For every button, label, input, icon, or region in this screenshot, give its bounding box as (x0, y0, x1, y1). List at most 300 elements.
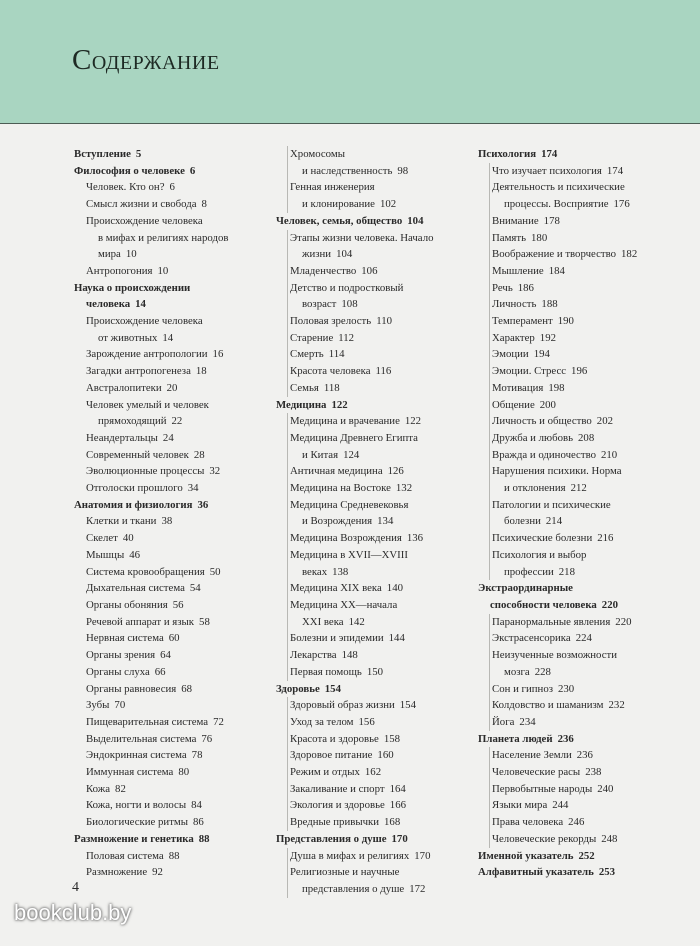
toc-entry-title: и клонирование (302, 198, 375, 211)
toc-entry-line (86, 447, 270, 464)
toc-entry-line (86, 179, 270, 196)
toc-entry-title: Система кровообращения (86, 565, 205, 578)
toc-page-number: 38 (161, 515, 173, 528)
toc-page-number: 104 (336, 248, 353, 261)
toc-page-number: 182 (621, 248, 638, 261)
toc-entry-line (290, 263, 472, 280)
toc-page-number: 160 (377, 749, 394, 762)
toc-entry-title: Зарождение антропологии (86, 348, 208, 361)
toc-entry (489, 397, 678, 414)
toc-page-number: 214 (545, 515, 563, 528)
toc-entry-line (492, 363, 678, 380)
toc-page-number: 84 (191, 799, 202, 812)
page-number: 4 (72, 880, 79, 895)
toc-page-number: 60 (168, 632, 180, 645)
toc-entry-title: и Китая (302, 448, 339, 461)
toc-page-number: 116 (375, 365, 392, 378)
toc-entry-line (492, 764, 678, 781)
toc-entry-line (290, 313, 472, 330)
toc-entry-line (276, 213, 472, 230)
toc-entry (489, 363, 678, 380)
toc-page-number: 108 (341, 298, 358, 311)
toc-entry-line (492, 697, 678, 714)
toc-entry-line (290, 480, 472, 497)
toc-entry-title: Воображение и творчество (492, 248, 617, 261)
toc-entry-title: Органы обоняния (86, 598, 168, 611)
toc-section-entry (276, 397, 472, 414)
toc-entry (287, 764, 472, 781)
toc-entry-title: Семья (290, 381, 319, 394)
toc-entry-line (290, 380, 472, 397)
toc-entry-line (86, 797, 270, 814)
toc-entry-title: профессии (504, 565, 554, 578)
toc-entry-line (290, 731, 472, 748)
toc-page-number: 124 (343, 448, 360, 461)
toc-page-number: 178 (543, 214, 560, 227)
toc-entry-title: Эмоции (492, 348, 529, 361)
toc-page-number: 184 (548, 264, 565, 277)
toc-entry (86, 764, 270, 781)
toc-page-number: 86 (193, 816, 204, 829)
toc-entry (489, 764, 678, 781)
toc-entry (489, 814, 678, 831)
toc-entry (287, 363, 472, 380)
toc-entry-title: Планета людей (478, 732, 553, 745)
toc-entry-line (86, 747, 270, 764)
toc-entry (287, 330, 472, 347)
toc-entry-line (492, 530, 678, 547)
toc-entry-title: Психические болезни (492, 532, 593, 545)
toc-entry (489, 697, 678, 714)
toc-page-number: 22 (171, 415, 183, 428)
toc-page-number: 253 (598, 866, 616, 879)
toc-entry-title: Эндокринная система (86, 749, 187, 762)
toc-page-number: 148 (341, 649, 358, 662)
toc-entry (489, 797, 678, 814)
toc-page-number: 210 (601, 448, 618, 461)
toc-page-number: 236 (576, 749, 593, 762)
toc-entry-line (492, 814, 678, 831)
toc-entry-line (86, 263, 270, 280)
toc-entry-line (290, 146, 472, 163)
toc-entry-line (492, 213, 678, 230)
toc-entry-title: веках (302, 565, 328, 578)
toc-page-number: 76 (201, 732, 213, 745)
toc-entry-line (492, 230, 678, 247)
toc-page-number: 156 (358, 715, 375, 728)
toc-entry (287, 731, 472, 748)
toc-page-number: 50 (209, 565, 221, 578)
toc-entry-line (492, 280, 678, 297)
toc-entry-line (86, 564, 270, 581)
toc-entry-title: Экстраординарные (478, 582, 573, 595)
toc-entry (287, 664, 472, 681)
toc-entry-title: Вступление (74, 148, 131, 160)
toc-entry-line (290, 296, 472, 313)
toc-entry-title: Медицина Средневековья (290, 498, 409, 511)
toc-entry-title: Неандертальцы (86, 431, 158, 444)
watermark: bookclub.by (14, 900, 132, 925)
toc-entry-line (492, 246, 678, 263)
toc-page-number: 88 (198, 832, 210, 845)
toc-entry-line (86, 397, 270, 414)
toc-entry-title: Внимание (492, 214, 539, 227)
toc-entry (86, 747, 270, 764)
toc-entry-line (290, 597, 472, 614)
toc-entry-title: Скелет (86, 532, 118, 545)
toc-page-number: 202 (596, 415, 613, 428)
toc-entry (287, 146, 472, 179)
toc-entry-line (492, 380, 678, 397)
toc-entry-title: Представления о душе (276, 832, 387, 845)
toc-entry (86, 647, 270, 664)
toc-entry (489, 747, 678, 764)
toc-entry-line (74, 163, 270, 180)
toc-entry (86, 313, 270, 346)
toc-page-number: 234 (519, 715, 536, 728)
toc-page-number: 162 (364, 766, 382, 779)
toc-section-entry (276, 831, 472, 848)
toc-entry (86, 430, 270, 447)
toc-entry (86, 714, 270, 731)
toc-page-number: 168 (384, 816, 401, 829)
toc-page-number: 230 (557, 682, 575, 695)
toc-entry-line (478, 848, 678, 865)
toc-entry-line (86, 630, 270, 647)
toc-entry-line (86, 413, 270, 430)
toc-entry-line (492, 831, 678, 848)
toc-entry (489, 163, 678, 180)
toc-entry (287, 530, 472, 547)
toc-entry (86, 447, 270, 464)
toc-page-number: 188 (541, 298, 558, 311)
toc-entry-title: Здоровый образ жизни (290, 699, 395, 712)
toc-entry (489, 497, 678, 530)
toc-entry-line (290, 330, 472, 347)
toc-section-entry (74, 146, 270, 163)
toc-entry-line (492, 296, 678, 313)
toc-entry-line (492, 463, 678, 480)
toc-entry-line (492, 497, 678, 514)
toc-entry-title: Пищеварительная система (86, 715, 209, 728)
toc-page-number: 180 (531, 231, 548, 244)
toc-entry (489, 263, 678, 280)
toc-section-entry (478, 580, 678, 613)
toc-entry-line (276, 681, 472, 698)
toc-entry (489, 463, 678, 496)
toc-entry-title: Хромосомы (290, 148, 345, 160)
toc-entry-line (290, 513, 472, 530)
toc-entry-title: Сон и гипноз (492, 682, 553, 695)
toc-entry-line (492, 330, 678, 347)
toc-page-number: 126 (387, 465, 404, 478)
toc-page-number: 132 (395, 482, 413, 495)
toc-entry-line (290, 614, 472, 631)
toc-entry-line (276, 397, 472, 414)
toc-page-number: 198 (548, 381, 565, 394)
toc-page-number: 190 (557, 315, 574, 328)
toc-entry (287, 747, 472, 764)
toc-section-entry (478, 731, 678, 748)
toc-entry (489, 380, 678, 397)
toc-entry-line (74, 296, 270, 313)
toc-entry-title: Что изучает психология (492, 164, 602, 177)
toc-entry-title: способности человека (490, 598, 597, 611)
toc-page-number: 170 (391, 832, 408, 845)
toc-entry-title: Паранормальные явления (492, 615, 611, 628)
toc-entry-title: Первобытные народы (492, 782, 593, 795)
toc-entry (489, 346, 678, 363)
toc-entry-line (290, 497, 472, 514)
toc-entry (86, 363, 270, 380)
toc-entry (489, 179, 678, 212)
toc-entry-title: Речь (492, 281, 513, 294)
toc-entry-line (86, 580, 270, 597)
toc-page-number: 212 (570, 482, 587, 495)
toc-entry (86, 731, 270, 748)
toc-page-number: 252 (578, 849, 595, 862)
toc-entry-title: Смысл жизни и свобода (86, 198, 197, 211)
toc-page-number: 56 (172, 598, 184, 611)
toc-entry-title: Кожа (86, 782, 111, 795)
toc-page-number: 68 (181, 682, 193, 695)
toc-entry (287, 313, 472, 330)
toc-column-1 (74, 146, 270, 881)
toc-section-entry (478, 848, 678, 865)
toc-entry-title: Медицина и врачевание (290, 415, 400, 428)
toc-entry-line (290, 881, 472, 898)
toc-entry (86, 864, 270, 881)
toc-page-number: 174 (541, 148, 558, 160)
toc-entry-line (86, 714, 270, 731)
toc-entry-line (290, 697, 472, 714)
toc-entry-title: Языки мира (492, 799, 548, 812)
toc-entry (287, 179, 472, 212)
toc-entry-title: Анатомия и физиология (74, 498, 193, 511)
toc-entry-title: человека (86, 298, 131, 311)
toc-entry (489, 547, 678, 580)
toc-entry-title: Человеческие рекорды (492, 832, 597, 845)
toc-entry (287, 797, 472, 814)
toc-entry-title: Речевой аппарат и язык (86, 615, 195, 628)
toc-entry-title: Колдовство и шаманизм (492, 699, 604, 712)
toc-entry-title: Наука о происхождении (74, 281, 191, 294)
toc-entry (86, 530, 270, 547)
toc-entry (287, 647, 472, 664)
toc-entry (86, 580, 270, 597)
page-title: Содержание (72, 44, 220, 76)
toc-entry (489, 447, 678, 464)
toc-entry (489, 230, 678, 247)
toc-section-entry (276, 213, 472, 230)
toc-section-entry (478, 146, 678, 163)
toc-entry (86, 196, 270, 213)
toc-entry-title: Лекарства (290, 649, 337, 662)
toc-entry (287, 413, 472, 430)
toc-entry-title: Красота и здоровье (290, 732, 379, 745)
toc-entry-title: Права человека (492, 816, 564, 829)
toc-entry-line (290, 747, 472, 764)
toc-entry-title: Биологические ритмы (86, 816, 189, 829)
toc-entry-line (86, 614, 270, 631)
toc-page-number: 244 (552, 799, 569, 812)
toc-entry-title: Население Земли (492, 749, 572, 762)
toc-page-number: 218 (558, 565, 575, 578)
toc-entry-line (86, 213, 270, 230)
toc-entry-line (290, 463, 472, 480)
toc-entry-title: Память (492, 231, 527, 244)
toc-entry-line (290, 196, 472, 213)
toc-page-number: 154 (399, 699, 416, 712)
toc-entry-title: Эволюционные процессы (86, 465, 205, 478)
toc-entry-title: Медицина Древнего Египта (290, 431, 418, 444)
toc-page-number: 5 (135, 148, 142, 160)
toc-entry-title: Детство и подростковый (290, 281, 404, 294)
toc-entry-title: возраст (302, 298, 337, 311)
toc-page-number: 208 (578, 431, 595, 444)
toc-entry (489, 614, 678, 631)
toc-page-number: 236 (557, 732, 574, 745)
toc-entry-title: Австралопитеки (86, 381, 162, 394)
toc-entry (489, 681, 678, 698)
toc-entry-line (290, 447, 472, 464)
toc-entry-line (86, 864, 270, 881)
toc-entry-title: Патологии и психические (492, 498, 611, 511)
toc-entry-line (86, 380, 270, 397)
toc-entry-title: Иммунная система (86, 766, 174, 779)
toc-entry-title: Человеческие расы (492, 766, 581, 779)
toc-page-number: 6 (169, 181, 175, 194)
toc-section-entry (276, 681, 472, 698)
toc-entry (489, 213, 678, 230)
toc-section-entry (478, 864, 678, 881)
toc-entry-title: Генная инженерия (290, 181, 375, 194)
toc-entry-line (492, 747, 678, 764)
toc-entry (287, 480, 472, 497)
toc-entry-line (86, 330, 270, 347)
toc-entry-title: Нарушения психики. Норма (492, 465, 622, 478)
toc-entry-title: Дружба и любовь (492, 431, 574, 444)
toc-entry-title: Вражда и одиночество (492, 448, 596, 461)
toc-entry-line (478, 580, 678, 597)
toc-entry-line (86, 697, 270, 714)
toc-entry-title: прямоходящий (98, 415, 167, 428)
toc-page-number: 40 (122, 532, 134, 545)
toc-page-number: 32 (209, 465, 221, 478)
toc-entry-line (290, 848, 472, 865)
toc-entry (489, 647, 678, 680)
toc-section-entry (74, 280, 270, 313)
toc-entry-line (478, 731, 678, 748)
toc-section-entry (74, 831, 270, 848)
toc-entry (86, 513, 270, 530)
toc-entry-title: Смерть (290, 348, 324, 361)
toc-entry-title: Мотивация (492, 381, 544, 394)
toc-entry-line (86, 513, 270, 530)
toc-page-number: 24 (162, 431, 174, 444)
toc-entry-line (492, 196, 678, 213)
toc-entry-title: Здоровое питание (290, 749, 373, 762)
toc-entry (489, 246, 678, 263)
toc-page-number: 240 (597, 782, 614, 795)
toc-entry-line (492, 614, 678, 631)
toc-entry-title: Клетки и ткани (86, 515, 157, 528)
toc-entry-title: Органы слуха (86, 665, 150, 678)
toc-entry (86, 213, 270, 263)
toc-entry-title: Старение (290, 331, 334, 344)
toc-page-number: 136 (406, 532, 424, 545)
toc-page-number: 194 (533, 348, 550, 361)
toc-entry-title: Режим и отдых (290, 766, 360, 779)
toc-entry-line (492, 564, 678, 581)
toc-entry-line (86, 681, 270, 698)
toc-entry-title: Половая зрелость (290, 315, 372, 328)
toc-entry-line (478, 864, 678, 881)
toc-entry-line (290, 630, 472, 647)
toc-entry (489, 330, 678, 347)
toc-entry-title: Алфавитный указатель (478, 866, 594, 879)
toc-entry (287, 380, 472, 397)
toc-page-number: 164 (389, 782, 406, 795)
toc-entry-title: Характер (492, 331, 535, 344)
toc-page-number: 82 (115, 782, 126, 795)
toc-entry-title: болезни (504, 515, 541, 528)
toc-page-number: 150 (366, 665, 384, 678)
toc-page-number: 238 (585, 766, 602, 779)
toc-entry-title: Здоровье (276, 682, 320, 695)
toc-entry-title: Античная медицина (290, 465, 383, 478)
toc-entry-line (86, 647, 270, 664)
toc-entry (86, 547, 270, 564)
toc-entry-title: мозга (504, 665, 530, 678)
toc-entry-line (492, 480, 678, 497)
toc-entry-title: в мифах и религиях народов (98, 231, 229, 244)
toc-entry-line (74, 280, 270, 297)
toc-entry (86, 814, 270, 831)
toc-entry (489, 714, 678, 731)
toc-entry (287, 346, 472, 363)
toc-entry-line (290, 246, 472, 263)
toc-entry (489, 296, 678, 313)
toc-entry-title: Младенчество (290, 264, 357, 277)
toc-entry-line (290, 764, 472, 781)
toc-entry (287, 463, 472, 480)
toc-page-number: 174 (606, 164, 624, 177)
toc-entry-title: Человек. Кто он? (86, 181, 165, 194)
toc-entry-line (290, 230, 472, 247)
toc-entry-title: Психология и выбор (492, 548, 587, 561)
toc-entry-line (478, 597, 678, 614)
toc-entry-title: Медицина на Востоке (290, 482, 391, 495)
toc-entry-title: Экология и здоровье (290, 799, 385, 812)
toc-page-number: 98 (397, 164, 409, 177)
header-band (0, 0, 700, 124)
toc-entry-title: Философия о человеке (74, 164, 185, 177)
toc-page-number: 88 (168, 849, 180, 862)
toc-entry-line (86, 664, 270, 681)
toc-entry-title: Неизученные возможности (492, 649, 618, 662)
toc-entry-title: Закаливание и спорт (290, 782, 385, 795)
toc-entry-line (86, 313, 270, 330)
toc-page-number: 122 (404, 415, 422, 428)
toc-entry-line (492, 547, 678, 564)
toc-entry-title: Выделительная система (86, 732, 197, 745)
toc-entry-line (492, 263, 678, 280)
toc-page-number: 16 (212, 348, 224, 361)
toc-page-number: 170 (414, 849, 431, 862)
toc-entry (287, 697, 472, 714)
toc-entry-title: Медицина (276, 398, 327, 411)
